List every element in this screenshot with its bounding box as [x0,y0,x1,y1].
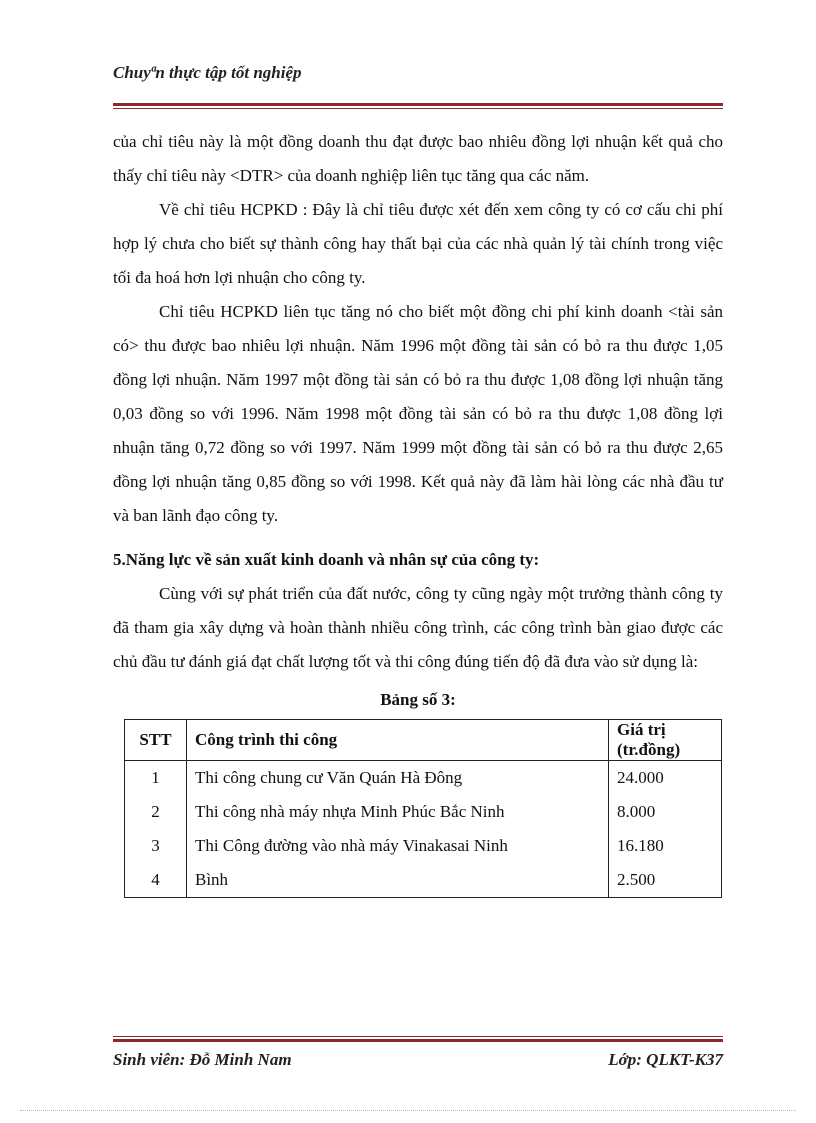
works-table [124,719,722,898]
section-heading: 5.Năng lực về sản xuất kinh doanh và nhân sự của công ty: [113,550,540,569]
cell-stt: 3 [125,829,187,863]
table-row [125,795,722,829]
header-name: Công trình thi công [187,720,609,761]
footer-class: Lớp: QLKT-K37 [608,1050,723,1069]
cell-name: Bình [187,863,609,898]
table-row [125,863,722,898]
cell-name: Thi công nhà máy nhựa Minh Phúc Bắc Ninh [187,795,609,829]
paragraph-2: Về chỉ tiêu HCPKD : Đây là chỉ tiêu được xét đến xem công ty có cơ cấu chi phí hợp lý chưa cho biết sự thành công hay thất bại của các nhà quản lý tài chính trong việc tối đa hoá hơn lợi nhuận cho công ty. [113,200,723,287]
cell-value: 24.000 [609,761,722,796]
header-value: Giá trị (tr.đồng) [609,720,722,761]
cell-name: Thi công chung cư Văn Quán Hà Đông [187,761,609,796]
cell-value: 16.180 [609,829,722,863]
paragraph-1: của chỉ tiêu này là một đồng doanh thu đạt được bao nhiêu đồng lợi nhuận kết quả cho thấy chỉ tiêu này <DTR> của doanh nghiệp liên tục tăng qua các năm. [113,132,723,185]
cell-stt: 2 [125,795,187,829]
header-rule [113,103,723,109]
cell-stt: 4 [125,863,187,898]
table-row [125,761,722,796]
footer-student: Sinh viên: Đỗ Minh Nam [113,1050,292,1069]
header-stt: STT [125,720,187,761]
paragraph-3: Chỉ tiêu HCPKD liên tục tăng nó cho biết một đồng chi phí kinh doanh <tài sản có> thu được bao nhiêu lợi nhuận. Năm 1996 một đồng tài sản có bỏ ra thu được 1,05 đồng lợi nhuận. Năm 1997 một đồng tài sản có bỏ ra thu được 1,08 đồng lợi nhuận tăng 0,03 đồng so với 1996. Năm 1998 một đồng tài sản có bỏ ra thu được 1,08 đồng lợi nhuận tăng 0,72 đồng so với 1997. Năm 1999 một đồng tài sản có bỏ ra thu được 2,65 đồng lợi nhuận tăng 0,85 đồng so với 1998. Kết quả này đã làm hài lòng các nhà đầu tư và ban lãnh đạo công ty. [113,302,723,525]
table-header-row [125,720,722,761]
page-edge-divider [20,1110,796,1111]
cell-stt: 1 [125,761,187,796]
document-body [113,125,723,898]
cell-value: 8.000 [609,795,722,829]
paragraph-4: Cùng với sự phát triển của đất nước, công ty cũng ngày một trưởng thành công ty đã tham gia xây dựng và hoàn thành nhiều công trình, các công trình bàn giao được các chủ đầu tư đánh giá đạt chất lượng tốt và thi công đúng tiến độ đã đưa vào sử dụng là: [113,584,723,671]
page-header-title: Chuyªn thực tập tốt nghiệp [113,63,302,82]
cell-name: Thi Công đường vào nhà máy Vinakasai Ninh [187,829,609,863]
cell-value: 2.500 [609,863,722,898]
table-row [125,829,722,863]
footer-rule [113,1036,723,1042]
table-caption: Bảng số 3: [380,690,456,709]
